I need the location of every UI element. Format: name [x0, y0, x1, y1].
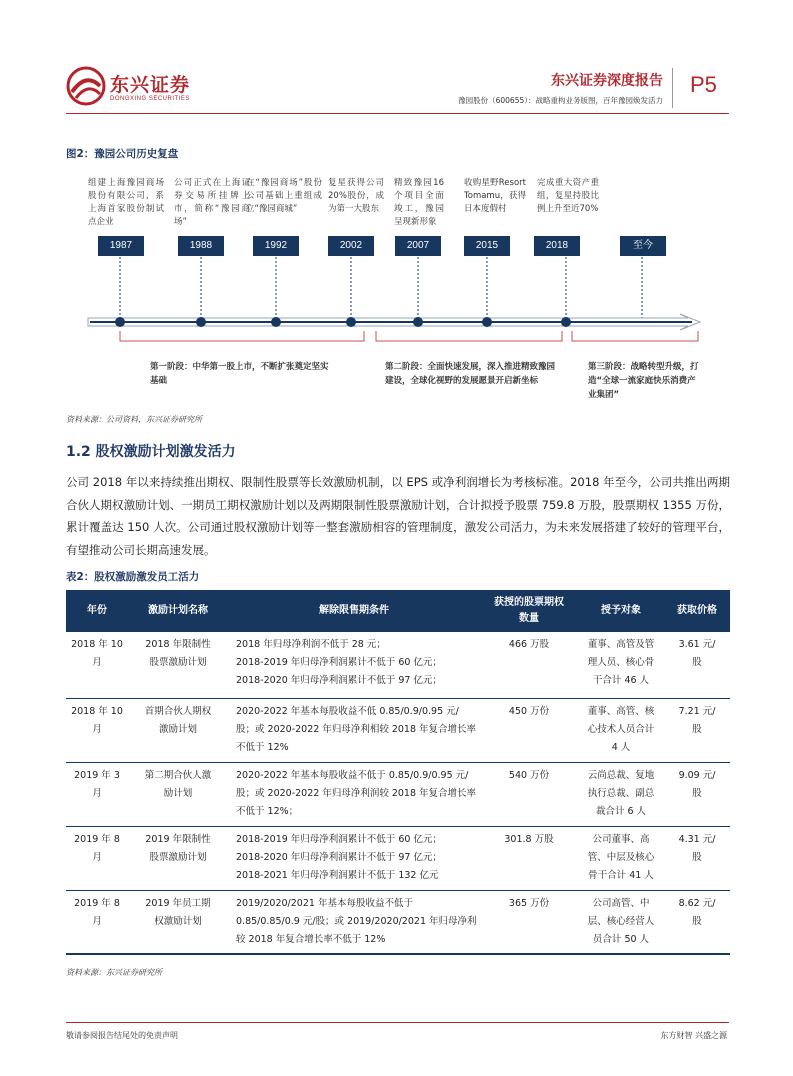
cell-quantity: 365 万份: [508, 897, 550, 909]
cell-price: 8.62 元/股: [678, 897, 716, 927]
logo-emblem-icon: [66, 66, 106, 106]
section-title: 1.2 股权激励计划激发活力: [66, 444, 236, 460]
company-logo: [66, 66, 206, 108]
cell-year: 2019 年 8 月: [74, 897, 120, 927]
page-number: P5: [690, 72, 717, 97]
cell-quantity: 301.8 万股: [504, 833, 554, 845]
event-text-1992: 在“豫园商场”股份公司基础上重组成立“豫园商城”: [246, 178, 322, 214]
cell-year: 2018 年 10 月: [71, 705, 123, 735]
cell-plan: 2019 年限制性股票激励计划: [145, 833, 211, 863]
condition-line: 2018-2019 年归母净利润累计不低于 60 亿元；: [236, 657, 442, 668]
table-title: 表2：股权激励激发员工活力: [66, 571, 200, 583]
condition-line: 2018-2019 年归母净利润累计不低于 60 亿元；: [236, 833, 442, 845]
event-text-1988: 公司正式在上海证券交易所挂牌上市，简称“豫园商场”: [174, 178, 250, 227]
dot-2015: [482, 317, 492, 327]
cell-condition: [228, 826, 480, 890]
cell-condition: 2020-2022 年基本每股收益不低于 0.85/0.9/0.95 元/股；或 2020-2022 年归母净利润较 2018 年复合增长率不低于 12%；: [236, 769, 477, 817]
cell-target: 公司董事、高管、中层及核心骨干合计 41 人: [587, 833, 655, 881]
cell-quantity: 540 万份: [508, 769, 550, 781]
table-row: [66, 890, 730, 954]
logo-text-cn: 东兴证券: [110, 74, 191, 96]
cell-plan: 第二期合伙人激励计划: [144, 769, 212, 799]
condition-line: 2018 年归母净利润不低于 28 元；: [236, 639, 386, 650]
report-subtitle: 豫园股份（600655）：战略重构业务版图，百年豫园焕发活力: [458, 96, 663, 105]
cell-price: 4.31 元/股: [678, 833, 716, 863]
col-header-plan: 激励计划名称: [128, 590, 228, 632]
cell-condition: 2019/2020/2021 年基本每股收益不低于 0.85/0.85/0.9 元/股；或 2019/2020/2021 年归母净利较 2018 年复合增长率不低于 12%: [236, 897, 477, 945]
cell-price: 9.09 元/股: [678, 769, 716, 799]
dot-1992: [271, 317, 281, 327]
col-header-quantity: 获授的股票期权数量: [480, 590, 578, 632]
dot-1988: [196, 317, 206, 327]
cell-target: 云尚总裁、复地执行总裁、副总裁合计 6 人: [587, 769, 655, 817]
footer-rule: [66, 1022, 729, 1023]
table-source: 资料来源：东兴证券研究所: [66, 968, 162, 977]
header-divider: [672, 68, 673, 108]
cell-plan: 2019 年员工期权激励计划: [145, 897, 211, 927]
event-text-2018: 完成重大资产重组，复星持股比例上升至近70%: [537, 178, 599, 214]
year-box-1988: 1988: [178, 236, 224, 256]
dot-2007: [413, 317, 423, 327]
dot-2018: [561, 317, 571, 327]
year-box-2015: 2015: [464, 236, 510, 256]
cell-year: 2018 年 10 月: [71, 639, 123, 668]
footer-disclaimer: 敬请参阅报告结尾处的免责声明: [66, 1031, 178, 1040]
cell-year: 2019 年 8 月: [74, 833, 120, 863]
report-title: 东兴证券深度报告: [551, 73, 663, 89]
incentive-table: [66, 590, 730, 955]
condition-line: 2018-2020 年归母净利润累计不低于 97 亿元；: [236, 675, 442, 686]
figure-title: 图2：豫园公司历史复盘: [66, 148, 179, 160]
year-box-2018: 2018: [534, 236, 580, 256]
year-box-2002: 2002: [328, 236, 374, 256]
cell-target: 董事、高管、核心技术人员合计 4 人: [587, 705, 655, 753]
cell-target: 公司高管、中层、核心经营人员合计 50 人: [587, 897, 655, 945]
year-box-1987: 1987: [98, 236, 144, 256]
cell-quantity: 466 万股: [508, 639, 550, 650]
stage-3-text: 第三阶段：战略转型升级，打造“全球一流家庭快乐消费产业集团”: [588, 362, 699, 400]
cell-target: 董事、高管及管理人员、核心骨干合计 46 人: [587, 639, 655, 686]
bracket-stage-1: [120, 331, 364, 341]
cell-price: 7.21 元/股: [678, 705, 716, 735]
cell-price: 3.61 元/股: [678, 639, 716, 668]
event-text-2007: 精致豫园16个项目全面竣工，豫园呈现新形象: [394, 178, 444, 227]
cell-quantity: 450 万份: [508, 705, 550, 717]
header-rule: [66, 113, 729, 114]
year-box-1992: 1992: [253, 236, 299, 256]
event-text-2002: 复星获得公司20%股份，成为第一大股东: [328, 178, 384, 214]
table-row: [66, 632, 730, 698]
col-header-target: 授予对象: [578, 590, 664, 632]
footer-slogan: 东方财智 兴盛之源: [660, 1031, 727, 1040]
year-box-2007: 2007: [395, 236, 441, 256]
col-header-price: 获取价格: [664, 590, 730, 632]
logo-text-en: DONGXING SECURITIES: [110, 96, 190, 102]
table-row: [66, 826, 730, 890]
cell-plan: 2018 年限制性股票激励计划: [145, 639, 211, 668]
table-header-row: [66, 590, 730, 632]
cell-condition: [228, 632, 480, 698]
cell-condition: 2020-2022 年基本每股收益不低 0.85/0.9/0.95 元/股；或 2020-2022 年归母净利相较 2018 年复合增长率不低于 12%: [236, 705, 477, 753]
bracket-stage-2: [376, 331, 562, 341]
table-row: [66, 698, 730, 762]
cell-plan: 首期合伙人期权激励计划: [144, 705, 212, 735]
event-text-1987: 组建上海豫园商场股份有限公司，系上海首家股份制试点企业: [88, 178, 164, 227]
cell-year: 2019 年 3 月: [74, 769, 120, 799]
section-paragraph: 公司 2018 年以来持续推出期权、限制性股票等长效激励机制，以 EPS 或净利润增长为考核标准。2018 年至今，公司共推出两期合伙人期权激励计划、一期员工期权激励计划以及两期限制性股票激励计划，合计拟授予股票 759.8 万股，股票期权 1355 万份，累计覆盖达 150 人次。公司通过股权激励计划等一整套激励相容的管理制度，激发公司活力，为未来发展搭建了较好的管理平台，有望推动公司长期高速发展。: [66, 475, 730, 557]
condition-line: 2018-2021 年归母净利润累计不低于 132 亿元: [236, 869, 439, 881]
col-header-year: 年份: [66, 590, 128, 632]
dot-2002: [346, 317, 356, 327]
table-row: [66, 762, 730, 826]
bracket-stage-3: [572, 331, 698, 341]
event-text-2015: 收购星野Resort Tomamu，获得日本度假村: [464, 178, 526, 214]
col-header-condition: 解除限售期条件: [228, 590, 480, 632]
stage-2-text: 第二阶段：全面快速发展，深入推进精致豫园建设，全球化视野的发展愿景开启新坐标: [385, 362, 556, 386]
dot-1987: [115, 317, 125, 327]
condition-line: 2018-2020 年归母净利润累计不低于 97 亿元；: [236, 851, 442, 863]
year-box-now: 至今: [620, 236, 666, 256]
figure-source: 资料来源：公司资料，东兴证券研究所: [66, 415, 202, 424]
stage-1-text: 第一阶段：中华第一股上市，不断扩张奠定坚实基础: [150, 362, 329, 386]
